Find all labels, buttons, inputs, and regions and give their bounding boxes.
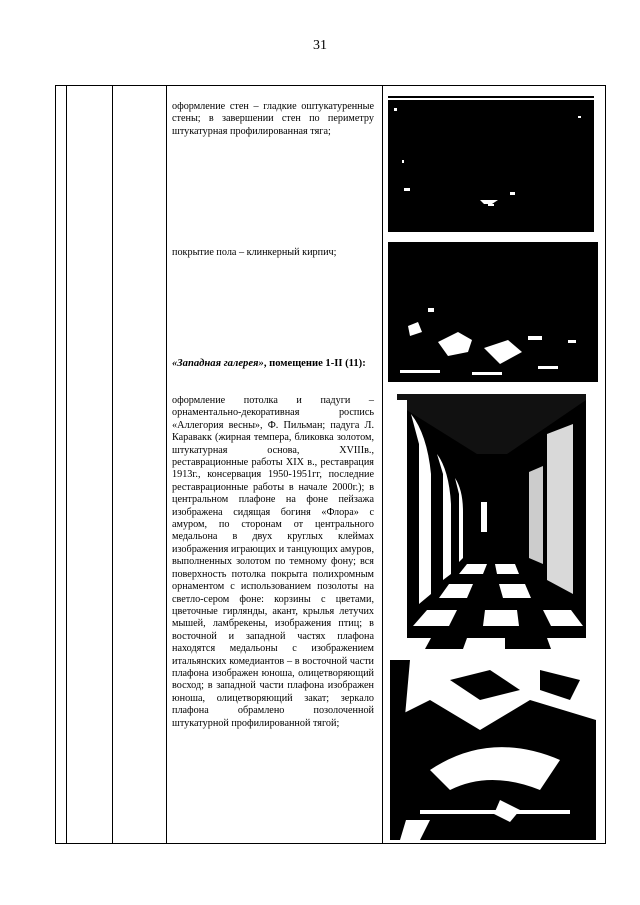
page-number: 31 xyxy=(313,38,327,53)
gallery-heading-room: , помещение 1-II (11): xyxy=(263,358,366,369)
ceiling-paragraph: оформление потолка и падуги – орнаментально-декоративная роспись «Аллегория весны», Ф. Пильман; падуга Л. Каравакк (жирная темпера, бликовка золотом, штукатурная основа, XVIIIв., реставрационные работы XIX в., реставрация 1913г., консервация 1950-1951гг, последние реставрационные работы в начале 2000г.); в центральном плафоне на фоне пейзажа изображена сидящая богиня «Флора» с амуром, по сторонам от центрального медальона в двух круглых клеймах изображения играющих и танцующих амуров, выполненных золотом по темному фону; вся поверхность потолка покрыта полихромным орнаментом с использованием позолоты на светло-сером фоне: корзины с цветами, цветочные гирлянды, акант, крылья летучих мышей, ламбрекены, изображения птиц; в восточной и западной частях плафона находятся медальоны с изображением итальянских комедиантов – в восточной части плафона изображен юноша, олицетворяющий восход; в западной части плафона изображен юноша, олицетворяющий закат; зеркало плафона обрамлено позолоченной штукатурной профилированной тягой; xyxy=(172,395,374,729)
walls-description xyxy=(172,101,374,138)
floor-description xyxy=(172,247,374,259)
column-divider xyxy=(66,86,67,843)
column-divider xyxy=(382,86,383,843)
column-divider xyxy=(166,86,167,843)
gallery-heading-title: «Западная галерея» xyxy=(172,358,264,369)
photo-floor xyxy=(388,240,598,382)
ceiling-description xyxy=(172,395,374,730)
gallery-heading xyxy=(172,357,374,370)
photo-ceiling xyxy=(390,660,596,840)
photo-walls xyxy=(388,96,594,232)
photo-gallery-corridor xyxy=(397,394,586,649)
column-divider xyxy=(112,86,113,843)
floor-paragraph: покрытие пола – клинкерный кирпич; xyxy=(172,247,337,258)
walls-paragraph: оформление стен – гладкие оштукатуренные стены; в завершении стен по периметру штукатурная профилированная тяга; xyxy=(172,101,374,137)
